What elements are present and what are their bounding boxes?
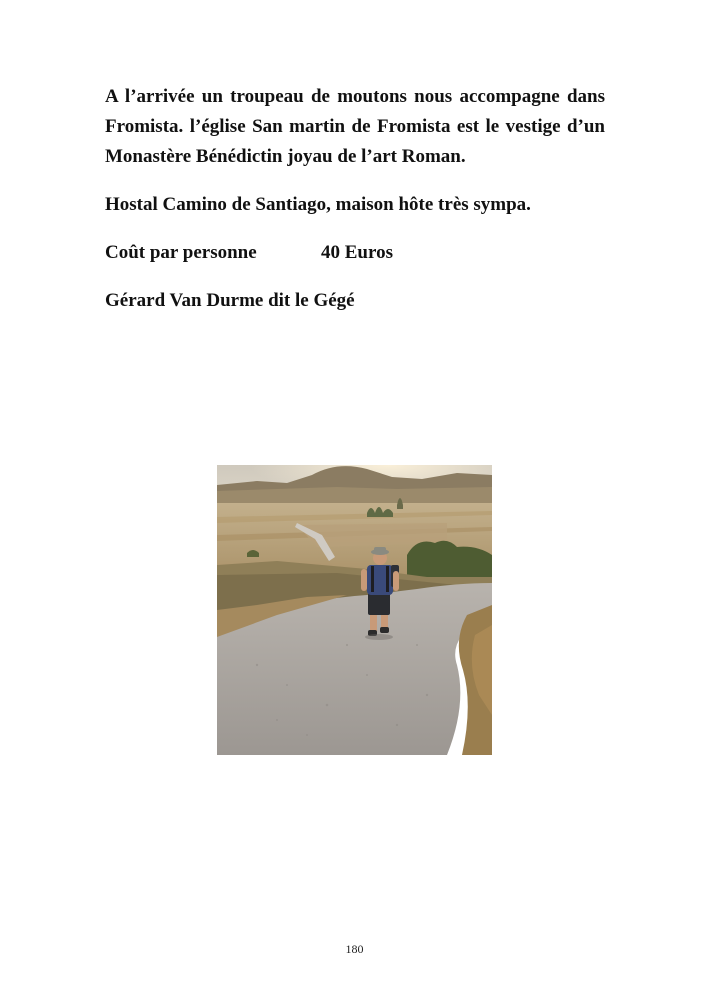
- page-number: 180: [345, 942, 364, 956]
- signature: Gérard Van Durme dit le Gégé: [105, 290, 355, 311]
- hiker-photo: [217, 465, 492, 755]
- cost-label: Coût par personne: [105, 242, 257, 263]
- cost-line: [105, 238, 605, 268]
- text-content: [105, 82, 605, 334]
- paragraph-arrival: A l’arrivée un troupeau de moutons nous accompagne dans Fromista. l’église San martin de Fromista est le vestige d’un Monastère Bénédictin joyau de l’art Roman.: [105, 86, 605, 167]
- cost-value: 40 Euros: [321, 242, 393, 263]
- paragraph-hostal: Hostal Camino de Santiago, maison hôte très sympa.: [105, 194, 531, 215]
